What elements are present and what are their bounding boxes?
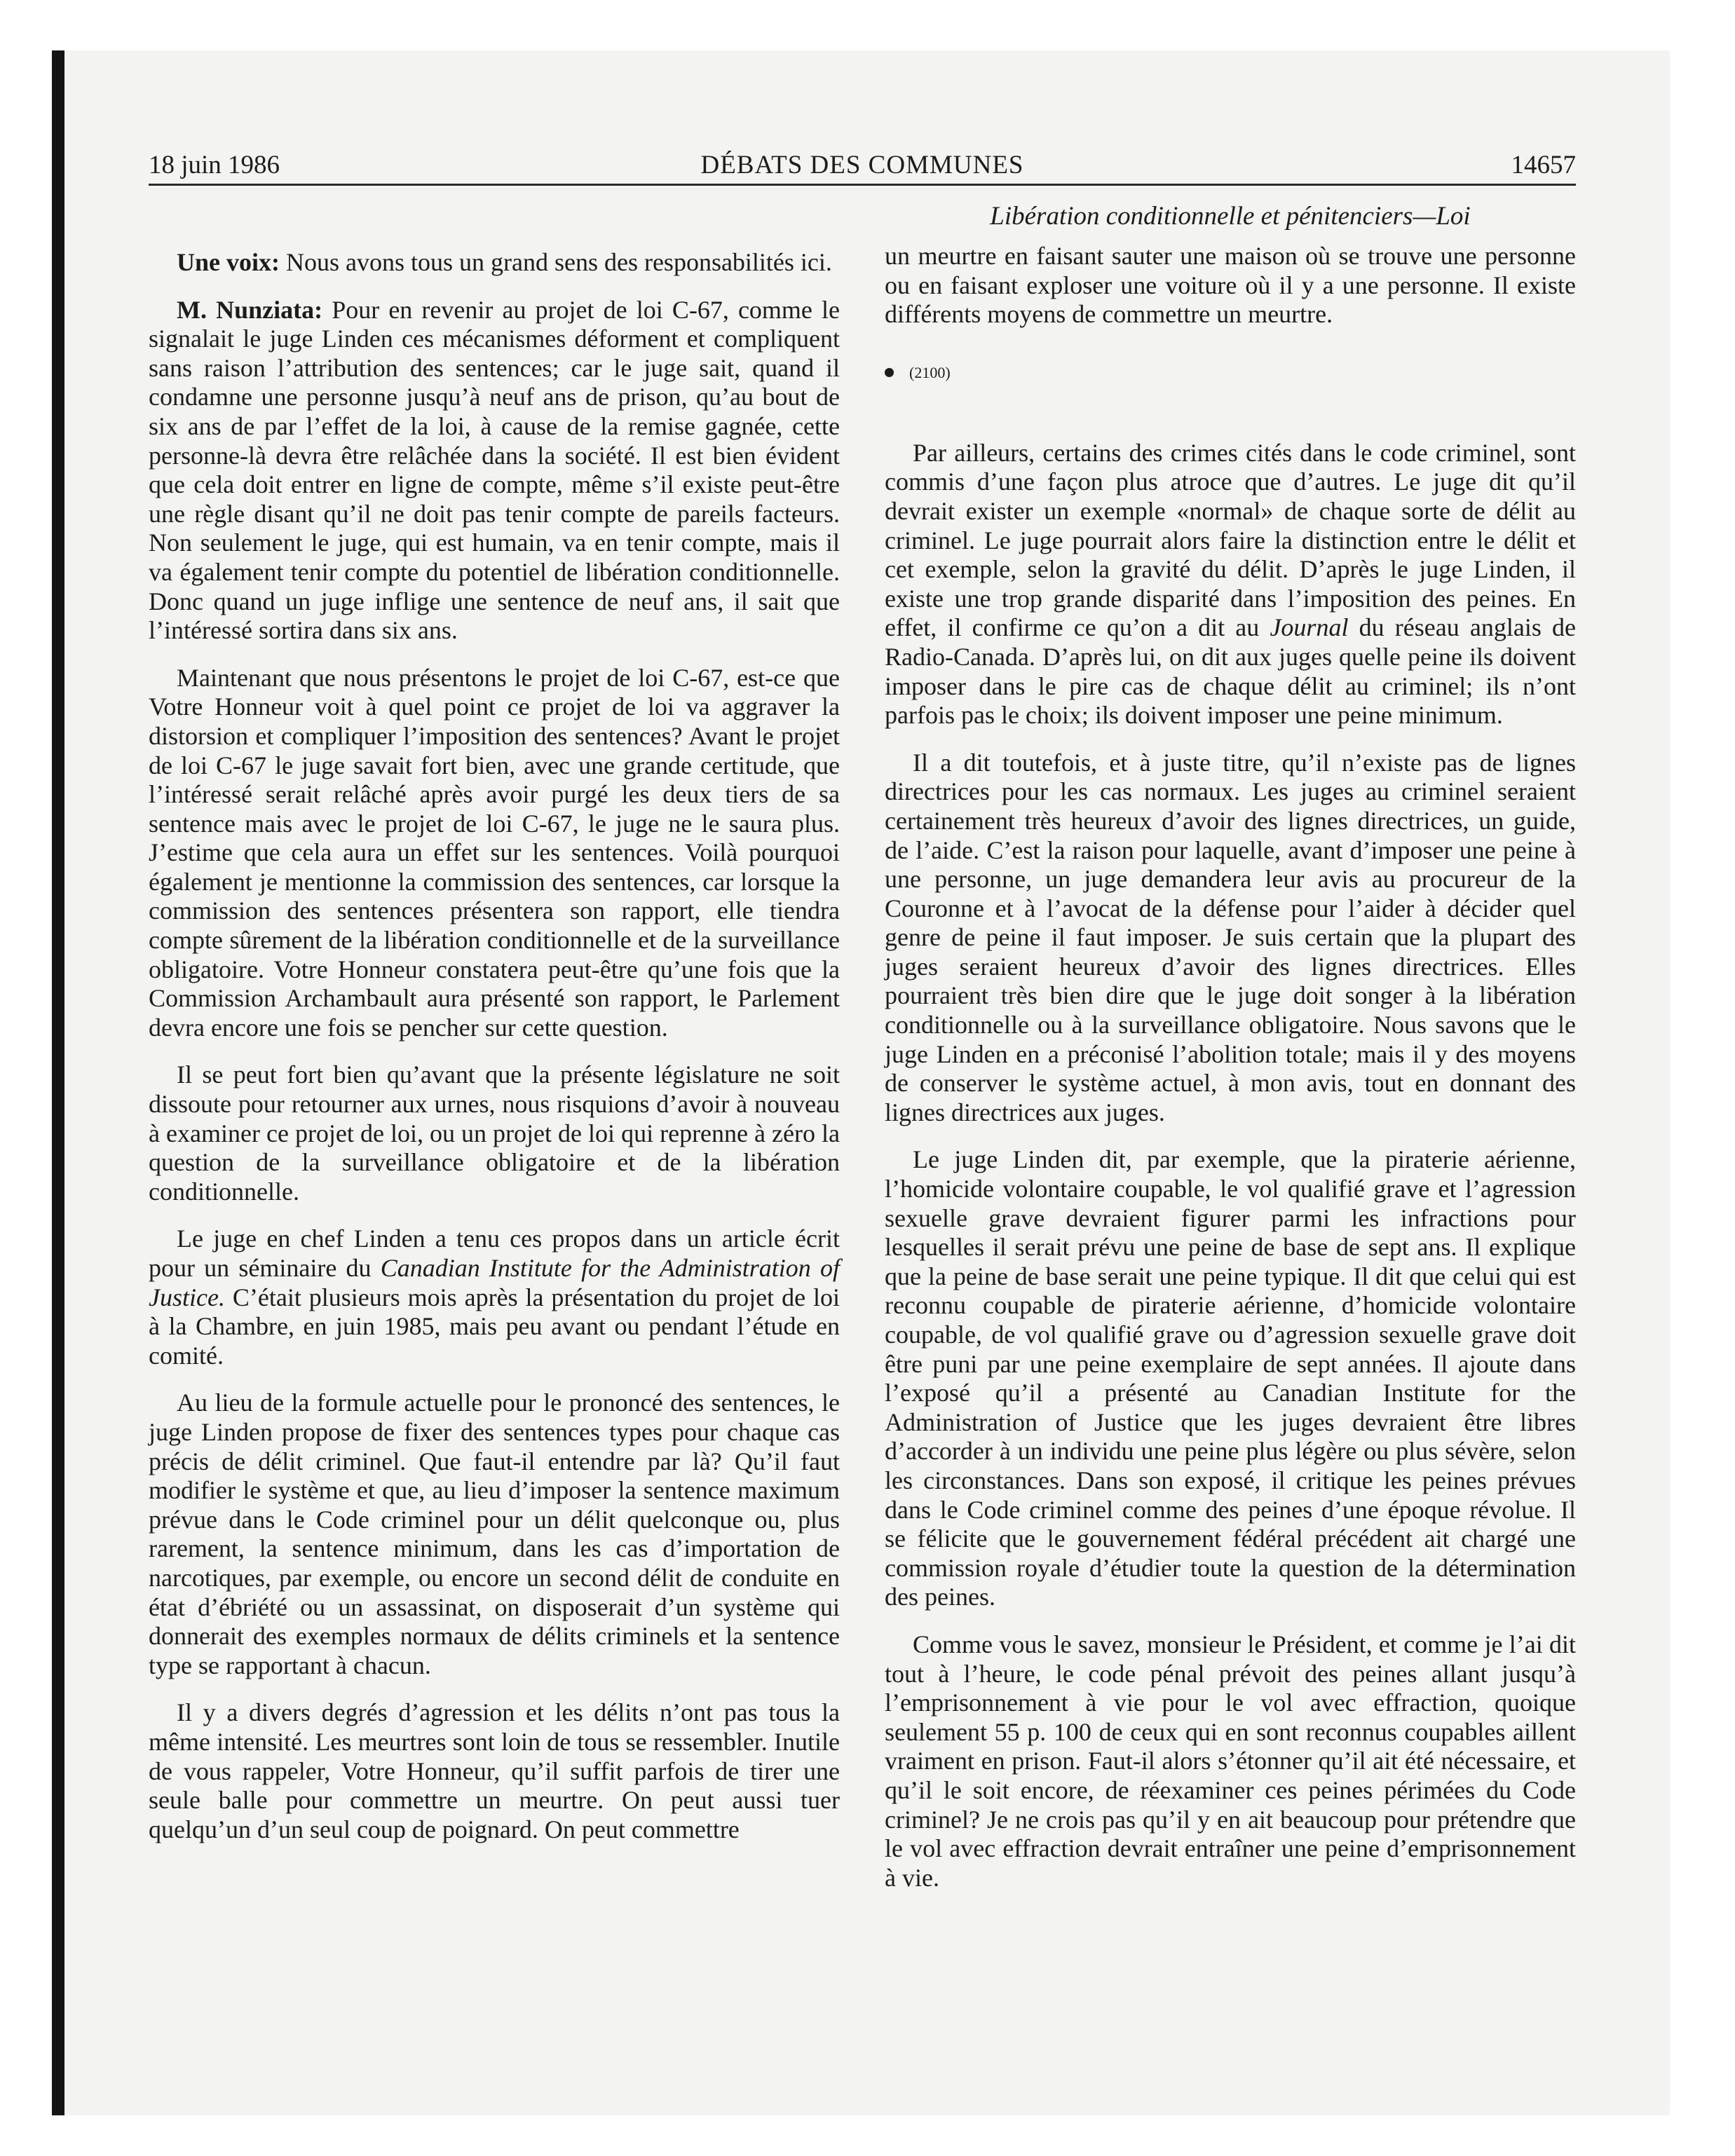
journal-italic: Journal: [1270, 613, 1349, 642]
paragraph: Comme vous le savez, monsieur le Président, et comme je l’ai dit tout à l’heure, le code pénal prévoit des peines allant jusqu’à l’emprisonnement à vie pour le vol avec effraction, quoique seulement 55 p. 100 de ceux qui en sont reconnus coupables aillent vraiment en prison. Faut-il alors s’étonner qu’il ait été nécessaire, et qu’il le soit encore, de réexaminer ces peines périmées du Code criminel? Je ne crois pas qu’il y en ait beaucoup pour prétendre que le vol avec effraction devrait entraîner une peine d’emprisonnement à vie.: [885, 1630, 1576, 1892]
paragraph-text: du réseau anglais de Radio-Canada. D’après lui, on dit aux juges quelle peine ils doivent imposer dans le pire cas de chaque délit au criminel; ils n’ont parfois pas le choix; ils doivent imposer une peine minimum.: [885, 613, 1576, 730]
paragraph: Au lieu de la formule actuelle pour le prononcé des sentences, le juge Linden propose de fixer des sentences types pour chaque cas précis de délit criminel. Que faut-il entendre par là? Qu’il faut modifier le système et que, au lieu d’imposer la sentence maximum prévue dans le Code criminel pour un délit quelconque ou, plus rarement, la sentence minimum, dans les cas d’importation de narcotiques, par exemple, ou encore un second délit de conduite en état d’ébriété ou un assassinat, on disposerait d’un système qui donnerait des exemples normaux de délits criminels et la sentence type se rapportant à chacun.: [149, 1389, 840, 1679]
header-page-number: 14657: [1511, 151, 1576, 179]
paragraph: Il y a divers degrés d’agression et les délits n’ont pas tous la même intensité. Les meurtres sont loin de tous se ressembler. Inutile de vous rappeler, Votre Honneur, qu’il suffit parfois de tirer une seule balle pour commettre un meurtre. On peut aussi tuer quelqu’un d’un seul coup de poignard. On peut commettre: [149, 1698, 840, 1843]
time-marker: [885, 359, 1576, 387]
header-title: DÉBATS DES COMMUNES: [700, 151, 1024, 179]
paragraph: Le juge Linden dit, par exemple, que la piraterie aérienne, l’homicide volontaire coupable, le vol qualifié grave et l’agression sexuelle grave devraient figurer parmi les infractions pour lesquelles il serait prévu une peine de base de sept ans. Il explique que la peine de base serait une peine typique. Il dit que celui qui est reconnu coupable de piraterie aérienne, d’homicide volontaire coupable, de vol qualifié grave ou d’agression sexuelle grave doit être puni par une peine exemplaire de sept années. Il ajoute dans l’exposé qu’il a présenté au Canadian Institute for the Administration of Justice que les juges devraient être libres d’accorder à un individu une peine plus légère ou plus sévère, selon les circonstances. Dans son exposé, il critique les peines prévues dans le Code criminel comme des peines d’une époque révolue. Il se félicite que le gouvernement fédéral précédent ait chargé une commission royale d’étudier toute la question de la détermination des peines.: [885, 1145, 1576, 1611]
paragraph: un meurtre en faisant sauter une maison où se trouve une personne ou en faisant exploser une voiture où il y a une personne. Il existe différents moyens de commettre un meurtre.: [885, 242, 1576, 329]
paragraph: Il a dit toutefois, et à juste titre, qu’il n’existe pas de lignes directrices pour les cas normaux. Les juges au criminel seraient certainement très heureux d’avoir des lignes directrices, un guide, de l’aide. C’est la raison pour laquelle, avant d’imposer une peine à une personne, un juge demandera leur avis au procureur de la Couronne et à l’avocat de la défense pour l’aider à décider quel genre de peine il faut imposer. Je suis certain que la plupart des juges seraient heureux d’avoir des lignes directrices. Elles pourraient très bien dire que le juge doit songer à la libération conditionnelle ou à la surveillance obligatoire. Nous savons que le juge Linden en a préconisé l’abolition totale; mais il y des moyens de conserver le système actuel, à mon avis, tout en donnant des lignes directrices aux juges.: [885, 748, 1576, 1126]
left-column: [149, 242, 840, 1862]
speech-text: Pour en revenir au projet de loi C-67, comme le signalait le juge Linden ces mécanismes déforment et compliquent sans raison l’attribution des sentences; car le juge sait, quand il condamne une personne jusqu’à neuf ans de prison, qu’au bout de six ans de par l’effet de la loi, à cause de la remise gagnée, cette personne-là devra être relâchée dans la société. Il est bien évident que cela doit entrer en ligne de compte, même s’il existe peut-être une règle disant qu’il ne doit pas tenir compte de pareils facteurs. Non seulement le juge, qui est humain, va en tenir compte, mais il va également tenir compte du potentiel de libération conditionnelle. Donc quand un juge inflige une sentence de neuf ans, il sait que l’intéressé sortira dans six ans.: [149, 295, 840, 645]
subject-heading: Libération conditionnelle et pénitenciers—Loi: [990, 202, 1471, 231]
speaker-name: M. Nunziata:: [177, 295, 323, 324]
paragraph-text: C’était plusieurs mois après la présentation du projet de loi à la Chambre, en juin 1985, mais peu avant ou pendant l’étude en comité.: [149, 1283, 840, 1370]
paragraph: [149, 248, 840, 278]
paragraph: [149, 1224, 840, 1370]
scan-edge-bar: [52, 50, 64, 2115]
paragraph-text: Par ailleurs, certains des crimes cités dans le code criminel, sont commis d’une façon plus atroce que d’autres. Le juge dit qu’il devrait exister un exemple «normal» de chaque sorte de délit au criminel. Le juge pourrait alors faire la distinction entre le délit et cet exemple, selon la gravité du délit. D’après le juge Linden, il existe une trop grande disparité dans l’imposition des peines. En effet, il confirme ce qu’on a dit au: [885, 438, 1576, 642]
header-rule: [149, 184, 1576, 186]
speech-text: Nous avons tous un grand sens des responsabilités ici.: [280, 248, 832, 276]
time-marker-label: (2100): [909, 363, 951, 381]
speaker-name: Une voix:: [177, 248, 280, 276]
institute-name-italic: Canadian Institute for the Administration of Justice.: [149, 1254, 840, 1311]
paragraph-text: Le juge en chef Linden a tenu ces propos dans un article écrit pour un séminaire du: [149, 1224, 840, 1282]
paragraph: Il se peut fort bien qu’avant que la présente législature ne soit dissoute pour retourner aux urnes, nous risquions d’avoir à nouveau à examiner ce projet de loi, ou un projet de loi qui reprenne à zéro la question de la surveillance obligatoire et de la libération conditionnelle.: [149, 1060, 840, 1206]
page-header: [149, 147, 1576, 184]
paragraph: Maintenant que nous présentons le projet de loi C-67, est-ce que Votre Honneur voit à quel point ce projet de loi va aggraver la distorsion et compliquer l’imposition des sentences? Avant le projet de loi C-67 le juge savait fort bien, avec une grande certitude, que l’intéressé serait relâché après avoir purgé les deux tiers de sa sentence mais avec le projet de loi C-67, le juge ne le saura plus. J’estime que cela aura un effet sur les sentences. Voilà pourquoi également je mentionne la commission des sentences, car lorsque la commission des sentences présentera son rapport, elle tiendra compte sûrement de la libération conditionnelle et de la surveillance obligatoire. Votre Honneur constatera peut-être qu’une fois que la Commission Archambault aura présenté son rapport, le Parlement devra encore une fois se pencher sur cette question.: [149, 663, 840, 1042]
paragraph: [149, 296, 840, 646]
right-column: [885, 242, 1576, 1911]
header-date: 18 juin 1986: [149, 151, 280, 179]
bullet-dot-icon: [885, 368, 894, 377]
paragraph: [885, 439, 1576, 730]
